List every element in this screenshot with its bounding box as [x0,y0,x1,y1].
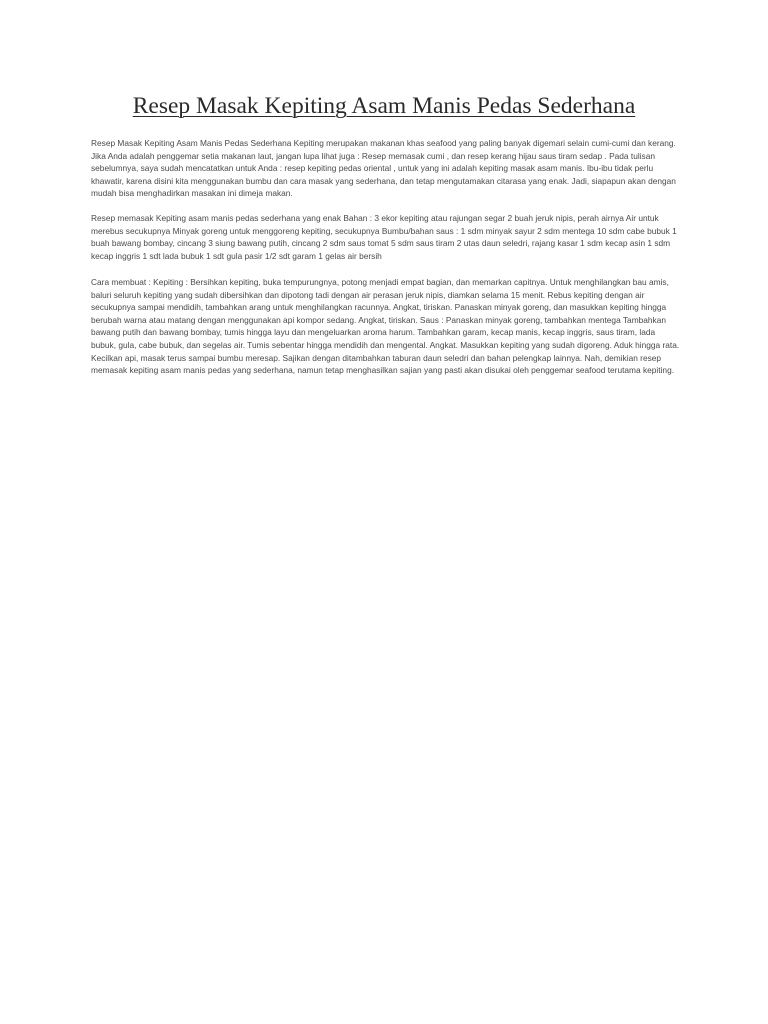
ingredients-paragraph: Resep memasak Kepiting asam manis pedas sederhana yang enak Bahan : 3 ekor kepiting atau rajungan segar 2 buah jeruk nipis, perah airnya Air untuk merebus secukupnya Minyak goreng untuk menggoreng kepiting, secukupnya Bumbu/bahan saus : 1 sdm minyak sayur 2 sdm mentega 10 sdm cabe bubuk 1 buah bawang bombay, cincang 3 siung bawang putih, cincang 2 sdm saus tomat 5 sdm saus tiram 2 utas daun seledri, rajang kasar 1 sdm kecap asin 1 sdm kecap inggris 1 sdt lada bubuk 1 sdt gula pasir 1/2 sdt garam 1 gelas air bersih [91,213,677,261]
intro-paragraph: Resep Masak Kepiting Asam Manis Pedas Sederhana Kepiting merupakan makanan khas seafood yang paling banyak digemari selain cumi-cumi dan kerang. Jika Anda adalah penggemar setia makanan laut, jangan lupa lihat juga : Resep memasak cumi , dan resep kerang hijau saus tiram sedap . Pada tulisan sebelumnya, saya sudah mencatatkan untuk Anda : resep kepiting pedas oriental , untuk yang ini adalah kepiting masak asam manis. Ibu-ibu tidak perlu khawatir, karena disini kita menggunakan bumbu dan cara masak yang sederhana, dan tetap mengutamakan citarasa yang enak. Jadi, siapapun akan dengan mudah bisa menghadirkan masakan ini dimeja makan. [91,138,676,199]
document-title: Resep Masak Kepiting Asam Manis Pedas Sederhana [132,93,636,119]
instructions-paragraph: Cara membuat : Kepiting : Bersihkan kepiting, buka tempurungnya, potong menjadi empat bagian, dan memarkan capitnya. Untuk menghilangkan bau amis, baluri seluruh kepiting yang sudah dibersihkan dan dipotong tadi dengan air perasan jeruk nipis, diamkan selama 15 menit. Rebus kepiting dengan air secukupnya sampai mendidih, tambahkan arang untuk menghilangkan racunnya. Angkat, tiriskan. Panaskan minyak goreng, dan masukkan kepiting hingga berubah warna atau matang dengan menggunakan api kompor sedang. Angkat, tiriskan. Saus : Panaskan minyak goreng, tambahkan mentega Tambahkan bawang putih dan bawang bombay, tumis hingga layu dan mengeluarkan aroma harum. Tambahkan garam, kecap manis, kecap inggris, saus tiram, lada bubuk, gula, cabe bubuk, dan segelas air. Tumis sebentar hingga mendidih dan mengental. Angkat. Masukkan kepiting yang sudah digoreng. Aduk hingga rata. Kecilkan api, masak terus sampai bumbu meresap. Sajikan dengan ditambahkan taburan daun seledri dan bahan pelengkap lainnya. Nah, demikian resep memasak kepiting asam manis pedas yang sederhana, namun tetap menghasilkan sajian yang pasti akan disukai oleh penggemar seafood terutama kepiting. [91,277,680,376]
